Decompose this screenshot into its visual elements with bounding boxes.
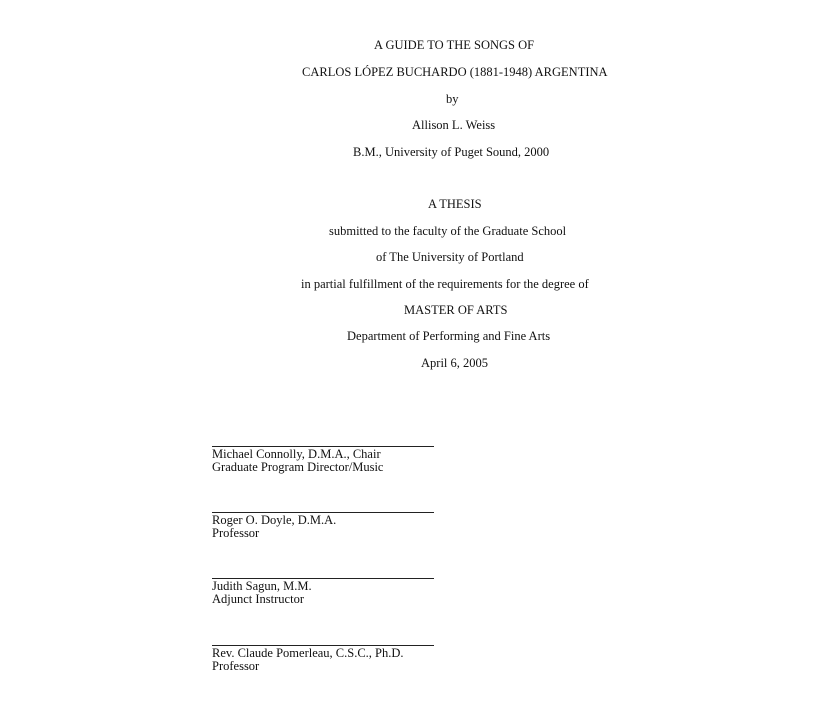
- by-line: by: [446, 92, 459, 106]
- university-name: of The University of Portland: [376, 250, 524, 264]
- signatory-name: Judith Sagun, M.M.: [212, 579, 312, 593]
- signatory-role: Graduate Program Director/Music: [212, 460, 384, 474]
- signatory-name: Roger O. Doyle, D.M.A.: [212, 513, 337, 527]
- signatory-role: Professor: [212, 526, 260, 540]
- department-name: Department of Performing and Fine Arts: [347, 329, 551, 343]
- signatory-name: Rev. Claude Pomerleau, C.S.C., Ph.D.: [212, 646, 404, 660]
- submitted-to: submitted to the faculty of the Graduate School: [329, 224, 567, 238]
- title-line-1: A GUIDE TO THE SONGS OF: [374, 38, 535, 52]
- signatory-role: Adjunct Instructor: [212, 592, 304, 606]
- author-name: Allison L. Weiss: [412, 118, 496, 132]
- fulfillment-statement: in partial fulfillment of the requirements for the degree of: [301, 277, 589, 291]
- prior-degree: B.M., University of Puget Sound, 2000: [353, 145, 550, 159]
- thesis-date: April 6, 2005: [421, 356, 489, 370]
- signatory-role: Professor: [212, 659, 260, 673]
- degree-name: MASTER OF ARTS: [404, 303, 508, 317]
- document-type: A THESIS: [428, 197, 482, 211]
- signatory-name: Michael Connolly, D.M.A., Chair: [212, 447, 381, 461]
- title-line-2: CARLOS LÓPEZ BUCHARDO (1881-1948) ARGENTINA: [302, 65, 608, 79]
